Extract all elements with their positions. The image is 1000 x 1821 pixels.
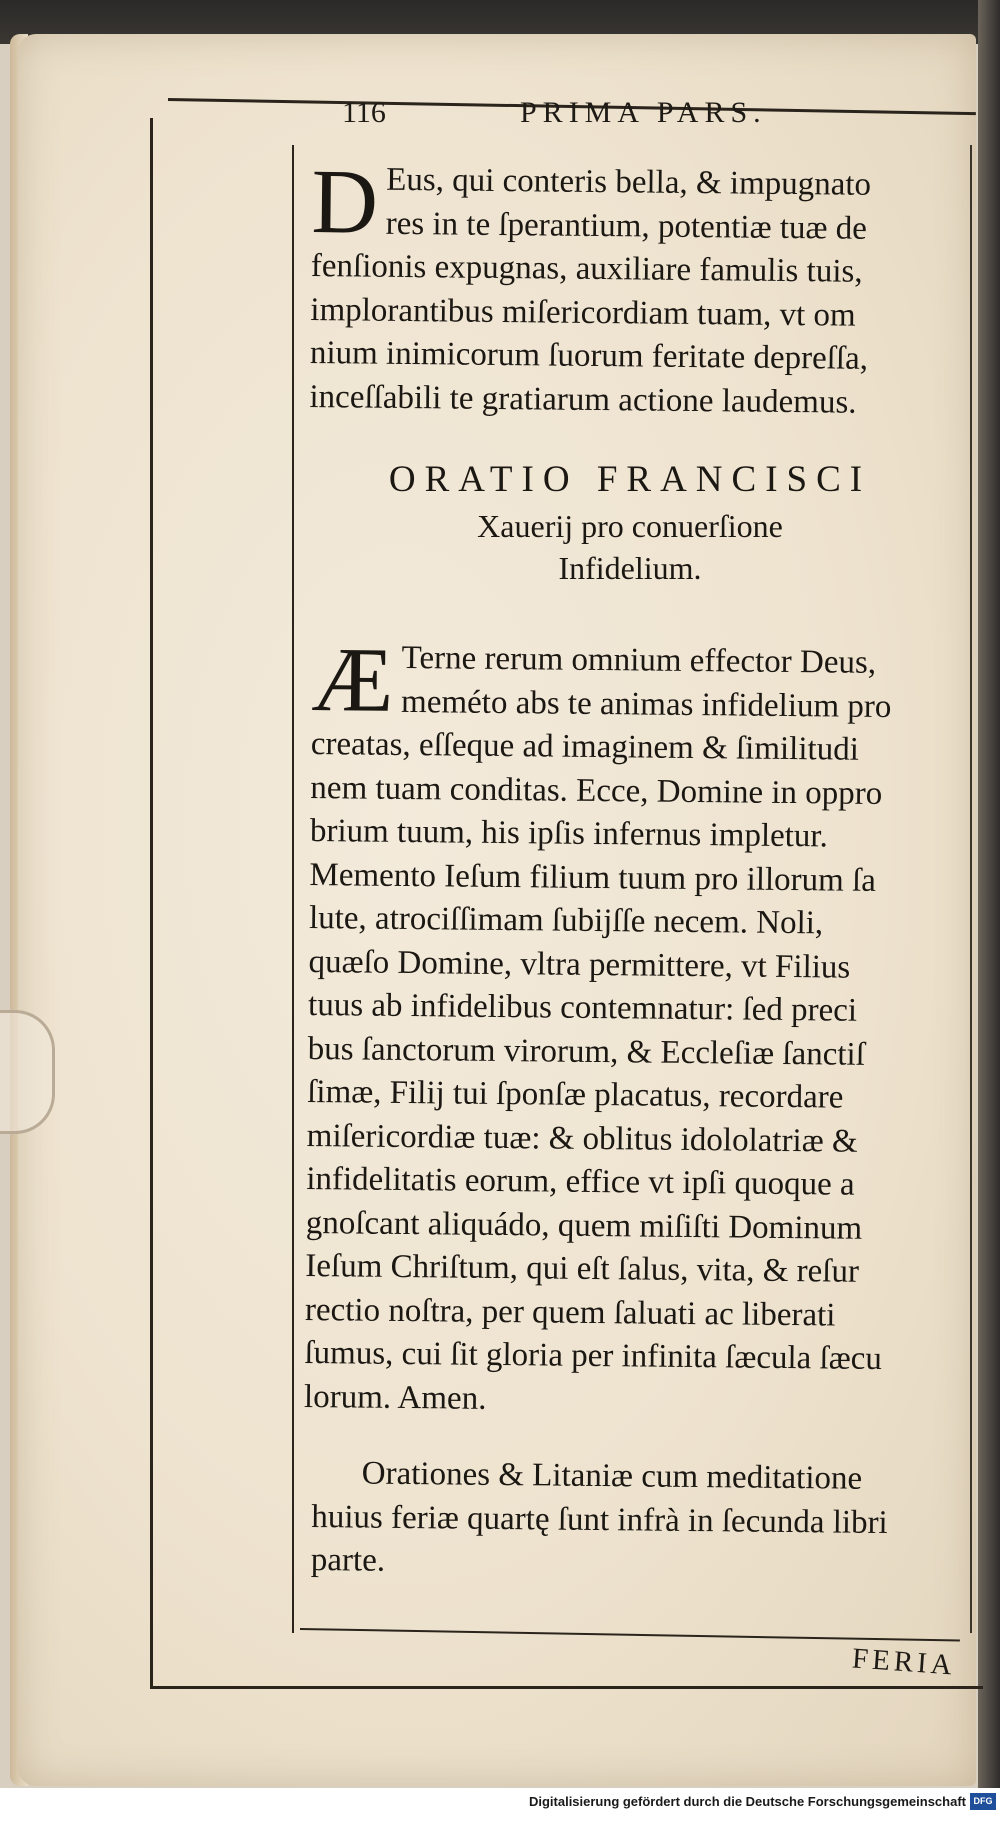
text-line: Ieſum Chriſtum, qui eſt ſalus, vita, & reſur: [305, 1247, 860, 1290]
text-line: tuus ab infidelibus contemnatur: ſed preci: [307, 986, 858, 1029]
text-line: brium tuum, his ipſis infernus impletur.: [309, 812, 829, 855]
text-line: lorum. Amen.: [303, 1378, 487, 1417]
text-line: miſericordiæ tuæ: & oblitus idololatriæ &: [306, 1117, 858, 1160]
prayer-one: [309, 150, 972, 426]
section-heading: [300, 455, 960, 589]
running-head: PRIMA PARS.: [520, 96, 767, 129]
page-header: [330, 96, 970, 140]
text-line: Eus, qui conteris bella, & impugnato: [386, 161, 872, 203]
footer-bar: [0, 1788, 1000, 1821]
text-line: infidelitatis eorum, effice vt ipſi quoque a: [306, 1160, 855, 1203]
text-line: bus ſanctorum virorum, & Eccleſiæ ſanctiſ: [307, 1030, 866, 1073]
text-line: inceſſabili te gratiarum actione laudemus.: [309, 378, 857, 421]
prayer-two: [303, 628, 972, 1426]
book-clip: [0, 1010, 55, 1134]
text-line: fenſionis expugnas, auxiliare famulis tuis,: [310, 247, 863, 290]
text-line: res in te ſperantium, potentiæ tuæ de: [385, 205, 868, 247]
text-line: Memento Ieſum filium tuum pro illorum ſa: [309, 856, 877, 899]
text-line: ſimæ, Filij tui ſponſæ placatus, recordare: [307, 1073, 844, 1116]
text-line: Orationes & Litaniæ cum meditatione: [361, 1455, 863, 1497]
text-line: nium inimicorum ſuorum feritate depreſſa,: [309, 334, 869, 377]
note-paragraph: [311, 1452, 972, 1589]
catchword: FERIA: [851, 1642, 957, 1682]
text-line: huius feriæ quartę ſunt infrà in ſecunda libri: [311, 1498, 888, 1541]
text-line: quæſo Domine, vltra permittere, vt Filius: [308, 943, 851, 986]
text-line: implorantibus miſericordiam tuam, vt om: [310, 291, 856, 334]
heading-title: ORATIO FRANCISCI: [388, 459, 872, 500]
text-line: Terne rerum omnium effector Deus,: [401, 639, 877, 681]
dfg-logo-icon: DFG: [970, 1793, 996, 1810]
text-line: meméto abs te animas infidelium pro: [400, 683, 892, 725]
page-number: 116: [342, 96, 386, 129]
heading-subtitle: Infidelium.: [558, 550, 702, 586]
text-line: creatas, eſſeque ad imaginem & ſimilitudi: [310, 725, 860, 768]
text-line: nem tuam conditas. Ecce, Domine in oppro: [310, 769, 883, 812]
text-line: lute, atrociſſimam ſubijſſe necem. Noli,: [308, 899, 824, 942]
text-line: parte.: [310, 1541, 386, 1579]
text-line: gnoſcant aliquádo, quem miſiſti Dominum: [305, 1204, 863, 1247]
credit-text: Digitalisierung gefördert durch die Deutsche Forschungsgemeinschaft: [528, 1794, 966, 1809]
dropcap: D: [311, 150, 379, 253]
text-line: rectio noſtra, per quem ſaluati ac liberati: [304, 1291, 836, 1334]
text-line: ſumus, cui ſit gloria per infinita ſæcula ſæcu: [304, 1334, 883, 1378]
heading-subtitle: Xauerij pro conuerſione: [477, 508, 783, 544]
dropcap: Æ: [311, 628, 394, 731]
